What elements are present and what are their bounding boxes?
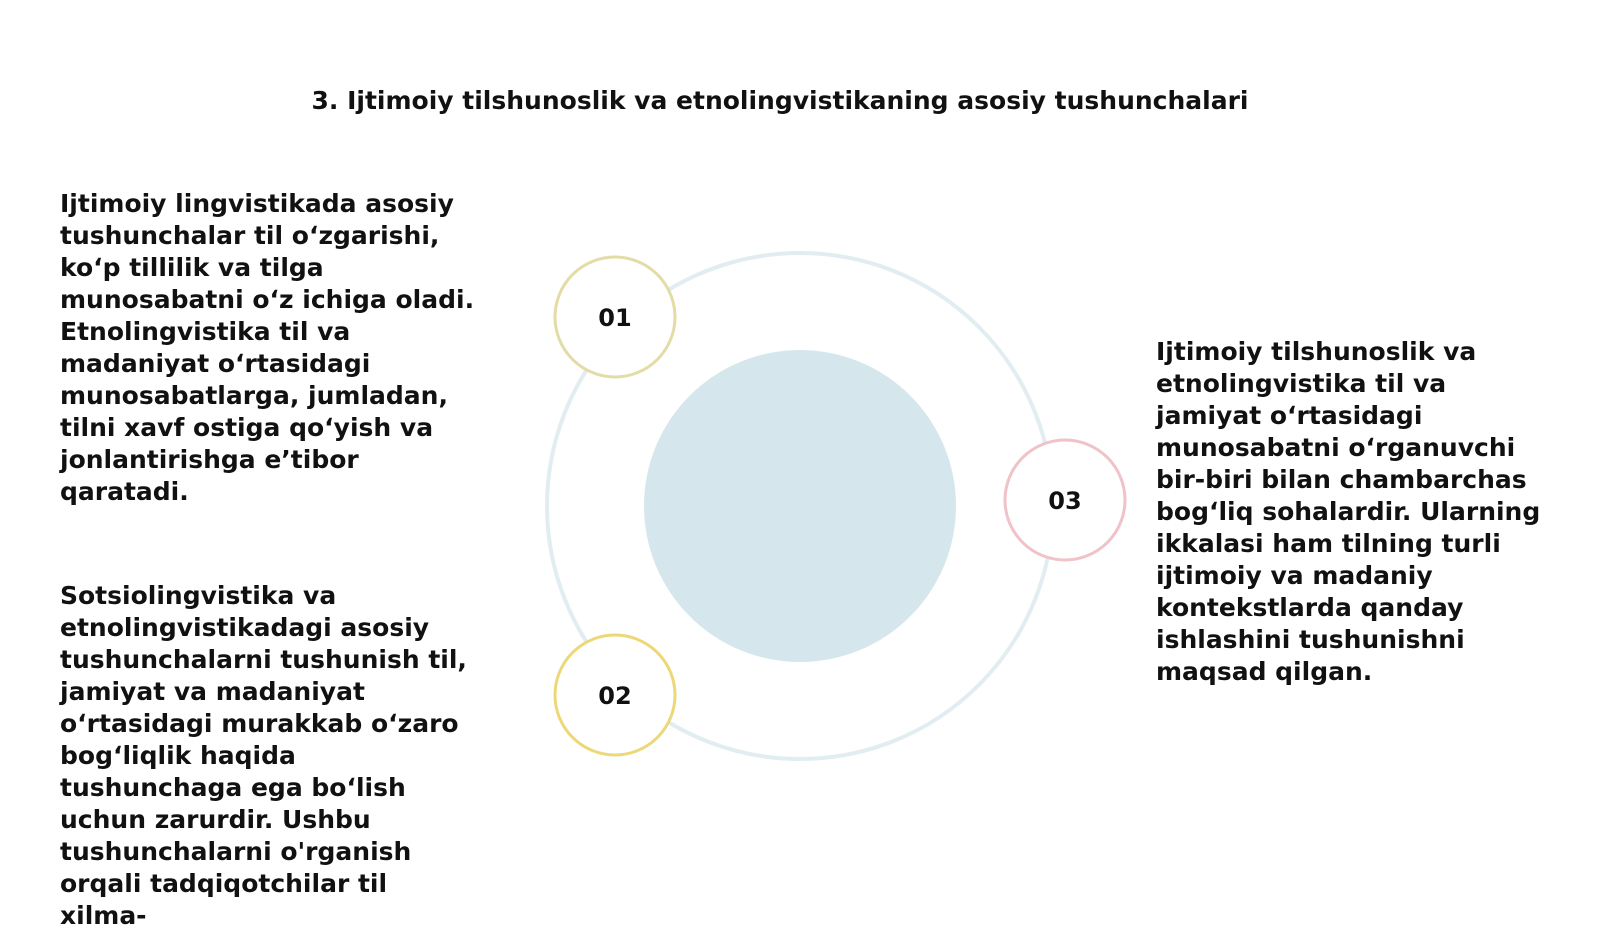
step-node-02 xyxy=(555,635,675,755)
step-node-03-label: 03 xyxy=(1048,487,1082,515)
step-node-01 xyxy=(555,257,675,377)
step-node-03 xyxy=(1005,440,1125,560)
step-node-02-label: 02 xyxy=(598,682,632,710)
paragraph-right: Ijtimoiy tilshunoslik va etnolingvistika til va jamiyat oʻrtasidagi munosabatni oʻrganuvchi bir-biri bilan chambarchas bogʻliq sohalardir. Ularning ikkalasi ham tilning turli ijtimoiy va madaniy kontekstlarda qanday ishlashini tushunishni maqsad qilgan. xyxy=(1156,337,1541,686)
paragraph-left-top: Ijtimoiy lingvistikada asosiy tushunchalar til oʻzgarishi, koʻp tillilik va tilga munosabatni oʻz ichiga oladi. Etnolingvistika til va madaniyat oʻrtasidagi munosabatlarga, jumladan, tilni xavf ostiga qoʻyish va jonlantirishga e’tibor qaratadi. xyxy=(60,189,475,506)
slide-title: 3. Ijtimoiy tilshunoslik va etnolingvistikaning asosiy tushunchalari xyxy=(311,86,1249,115)
step-node-01-label: 01 xyxy=(598,304,632,332)
paragraph-left-bottom: Sotsiolingvistika va etnolingvistikadagi asosiy tushunchalarni tushunish til, jamiyat va madaniyat oʻrtasidagi murakkab oʻzaro bogʻliqlik haqida tushunchaga ega boʻlish uchun zarurdir. Ushbu tushunchalarni o'rganish orqali tadqiqotchilar til xilma- xyxy=(60,581,467,930)
center-circle xyxy=(644,350,956,662)
